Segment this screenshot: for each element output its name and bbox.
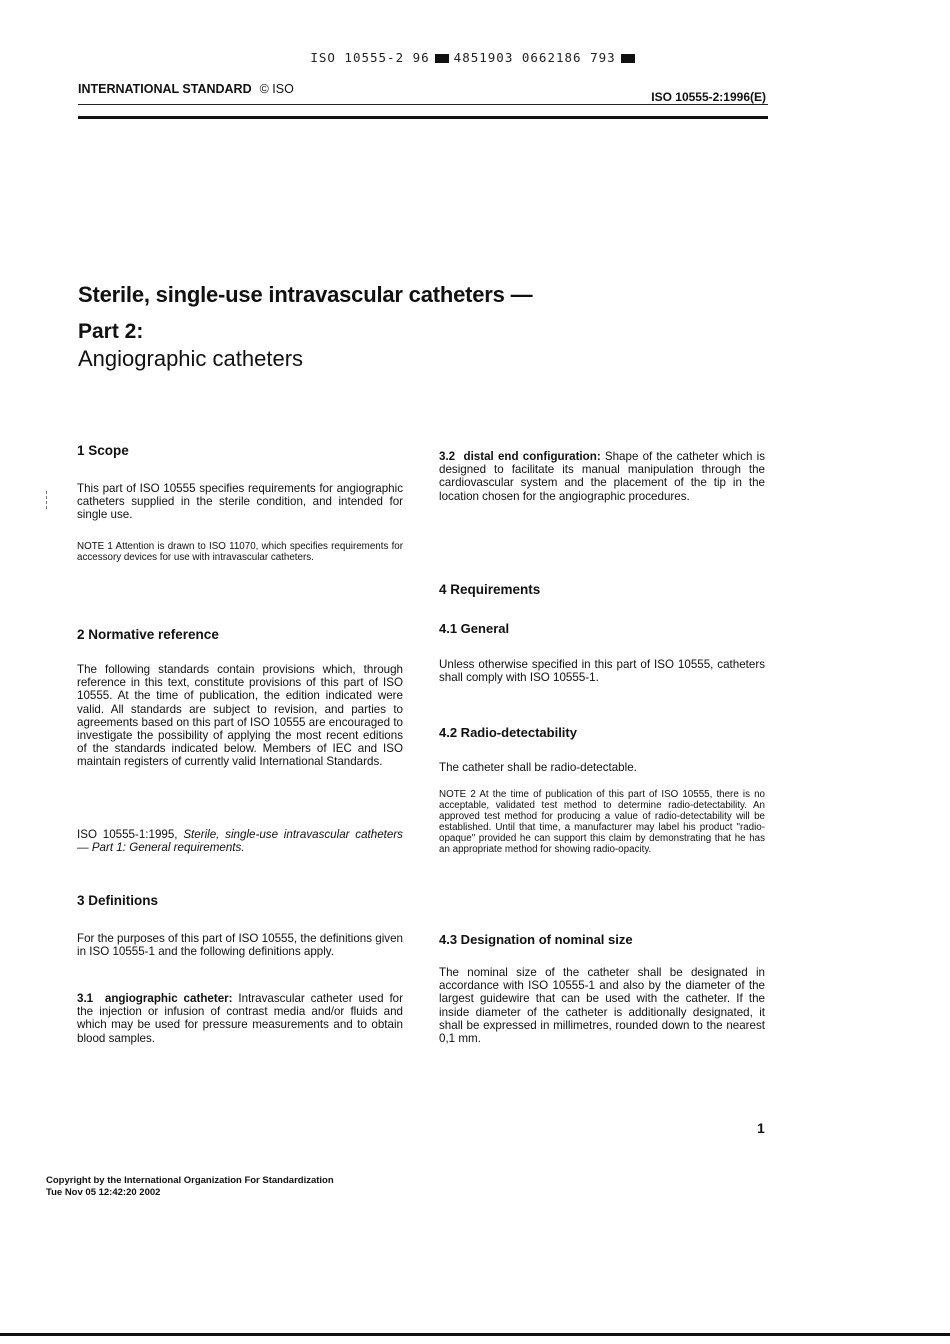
margin-mark (46, 491, 48, 509)
scan-header (0, 50, 950, 65)
size-heading: 4.3 Designation of nominal size (439, 932, 633, 947)
definition-3-1-number: 3.1 (77, 992, 94, 1005)
part-label: Part 2: (78, 320, 144, 343)
timestamp-line: Tue Nov 05 12:42:20 2002 (46, 1187, 161, 1198)
definition-3-2 (439, 450, 765, 503)
bottom-rule (0, 1333, 950, 1336)
copyright-footer (46, 1175, 334, 1199)
copyright-line: Copyright by the International Organization For Standardization (46, 1175, 334, 1186)
radio-text: The catheter shall be radio-detectable. (439, 761, 637, 774)
standard-type: INTERNATIONAL STANDARD (78, 82, 252, 96)
general-text: Unless otherwise specified in this part of ISO 10555, catheters shall comply with ISO 10555-1. (439, 658, 765, 685)
definition-3-1 (77, 992, 403, 1045)
definition-3-2-term: distal end configuration: (463, 450, 601, 463)
normative-text: The following standards contain provisions which, through reference in this text, constitute provisions of this part of ISO 10555. At the time of publication, the edition indicated were valid. All standards are subject to revision, and parties to agreements based on this part of ISO 10555 are encouraged to investigate the possibility of applying the most recent editions of the standards indicated below. Members of IEC and ISO maintain registers of currently valid International Standards. (77, 663, 403, 769)
definitions-heading: 3 Definitions (77, 893, 159, 908)
definition-3-1-term: angiographic catheter: (104, 992, 233, 1005)
ref-title: Sterile, single-use intravascular catheters — Part 1: General requirements. (77, 828, 403, 855)
definition-3-2-number: 3.2 (439, 450, 456, 463)
scan-header-number: 4851903 0662186 793 (453, 50, 616, 65)
definitions-text: For the purposes of this part of ISO 10555, the definitions given in ISO 10555-1 and the following definitions apply. (77, 932, 403, 959)
size-text: The nominal size of the catheter shall be designated in accordance with ISO 10555-1 and also by the diameter of the largest guidewire that can be used with the catheter. If the inside diameter of the catheter is additionally designated, it shall be expressed in millimetres, rounded down to the nearest 0,1 mm. (439, 966, 765, 1046)
doc-number: ISO 10555-2:1996(E) (651, 90, 766, 104)
scope-note: NOTE 1 Attention is drawn to ISO 11070, which specifies requirements for accessory devices for use with intravascular catheters. (77, 541, 403, 563)
scope-text: This part of ISO 10555 specifies requirements for angiographic catheters supplied in the sterile condition, and intended for single use. (77, 482, 403, 522)
scope-heading: 1 Scope (77, 443, 129, 458)
document-subtitle: Angiographic catheters (78, 346, 304, 371)
definition-3-2-text: Shape of the catheter which is designed to facilitate its manual manipulation through the cardiovascular system and the placement of the tip in the location chosen for the angiographic procedures. (439, 450, 765, 503)
normative-heading: 2 Normative reference (77, 627, 219, 642)
standard-type-label (78, 82, 294, 96)
document-title: Sterile, single-use intravascular catheters — (78, 282, 533, 307)
definition-3-1-text: Intravascular catheter used for the injection or infusion of contrast media and/or fluids and which may be used for pressure measurements and to obtain blood samples. (77, 992, 403, 1045)
ref-number: ISO 10555-1:1995, (77, 828, 178, 841)
barcode-block-icon (435, 54, 449, 63)
scan-header-code: ISO 10555-2 96 (310, 50, 430, 65)
general-heading: 4.1 General (439, 621, 510, 636)
radio-heading: 4.2 Radio-detectability (439, 725, 577, 740)
radio-note: NOTE 2 At the time of publication of this part of ISO 10555, there is no acceptable, validated test method to determine radio-detectability. An approved test method for producing a value of radio-detectability will be established. Until that time, a manufacturer may label his product "radio-opaque" provided he can support this claim by demonstrating that he has an appropriate method for showing radio-opacity. (439, 789, 765, 855)
copyright-iso: © ISO (259, 82, 294, 96)
header-rule-thin (78, 104, 768, 105)
barcode-block-icon (621, 54, 635, 63)
requirements-heading: 4 Requirements (439, 582, 541, 597)
page-number: 1 (757, 1120, 765, 1136)
header-rule-thick (78, 116, 768, 119)
normative-ref (77, 828, 403, 854)
